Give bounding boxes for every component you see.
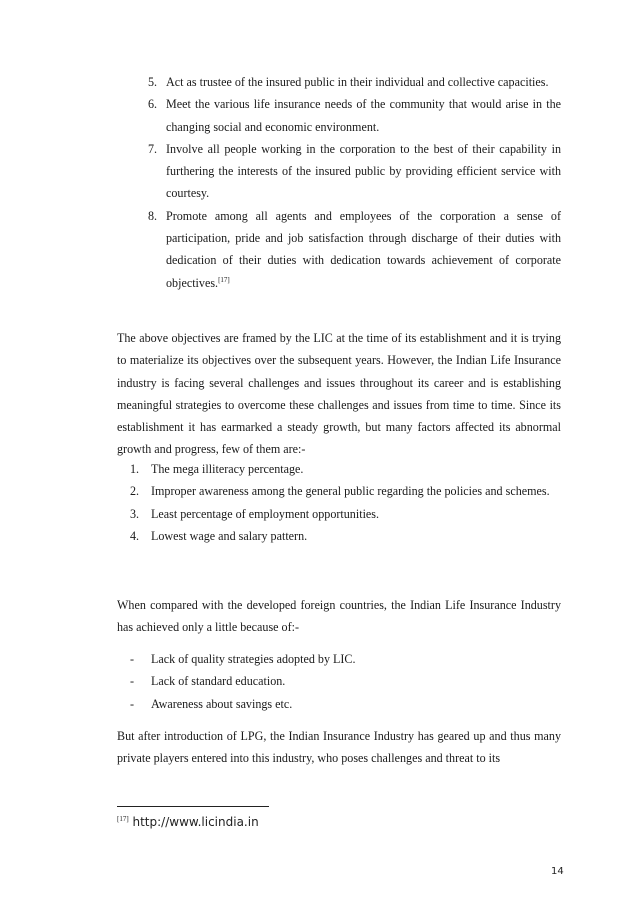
paragraph-objectives-context: The above objectives are framed by the LIC at the time of its establishment and it is trying to materialize its objectives over the subsequent years. However, the Indian Life Insurance industry is facing several challenges and issues throughout its career and is establishing meaningful strategies to overcome these challenges and issues from time to time. Since its establishment it has earmarked a steady growth, but many factors affected its abnormal growth and progress, few of them are:- xyxy=(117,331,561,457)
list-text: Improper awareness among the general public regarding the policies and schemes. xyxy=(151,484,550,499)
citation-ref: [17] xyxy=(218,275,230,284)
list-text: Least percentage of employment opportunities. xyxy=(151,506,380,521)
list-item xyxy=(117,648,561,670)
list-bullet: - xyxy=(130,674,135,689)
list-number: 5. xyxy=(148,75,158,89)
list-item xyxy=(117,205,561,294)
list-item xyxy=(117,71,561,93)
footnote xyxy=(117,815,259,829)
list-item xyxy=(117,93,561,138)
list-text: Involve all people working in the corporation to the best of their capability in furthering the interests of the insured public by providing efficient service with courtesy. xyxy=(166,141,561,201)
list-number: 8. xyxy=(148,208,158,223)
reasons-list xyxy=(117,648,561,715)
list-bullet: - xyxy=(130,652,135,666)
list-text: Lack of quality strategies adopted by LIC. xyxy=(151,652,356,666)
list-text: The mega illiteracy percentage. xyxy=(151,462,304,476)
page-number: 14 xyxy=(551,866,564,877)
list-text: Lack of standard education. xyxy=(151,674,286,689)
list-item xyxy=(117,670,561,692)
list-item xyxy=(117,693,561,715)
list-number: 7. xyxy=(148,141,158,156)
footnote-link[interactable]: http://www.licindia.in xyxy=(132,815,259,829)
objectives-list xyxy=(117,71,561,294)
list-number: 2. xyxy=(130,484,140,499)
list-item xyxy=(117,138,561,205)
list-item xyxy=(117,480,561,502)
list-item xyxy=(117,525,561,547)
factors-list xyxy=(117,458,561,547)
list-number: 4. xyxy=(130,528,140,543)
list-text: Act as trustee of the insured public in their individual and collective capacities. xyxy=(166,75,549,89)
list-text: Lowest wage and salary pattern. xyxy=(151,528,308,543)
list-item xyxy=(117,458,561,480)
footnote-divider xyxy=(117,806,269,807)
list-text: Meet the various life insurance needs of the community that would arise in the changing social and economic environment. xyxy=(166,97,561,134)
list-text: Promote among all agents and employees of the corporation a sense of participation, pride and job satisfaction through discharge of their duties with dedication of their duties with dedication towards achievement of corporate objectives. xyxy=(166,208,561,290)
list-item xyxy=(117,503,561,525)
footnote-ref: [17] xyxy=(117,815,129,823)
list-number: 3. xyxy=(130,506,140,521)
paragraph-comparison: When compared with the developed foreign countries, the Indian Life Insurance Industry has achieved only a little because of:- xyxy=(117,598,561,635)
list-number: 1. xyxy=(130,462,140,476)
list-bullet: - xyxy=(130,696,135,711)
list-text: Awareness about savings etc. xyxy=(151,696,293,711)
list-number: 6. xyxy=(148,97,158,112)
paragraph-lpg: But after introduction of LPG, the Indian Insurance Industry has geared up and thus many private players entered into this industry, who poses challenges and threat to its xyxy=(117,729,561,766)
